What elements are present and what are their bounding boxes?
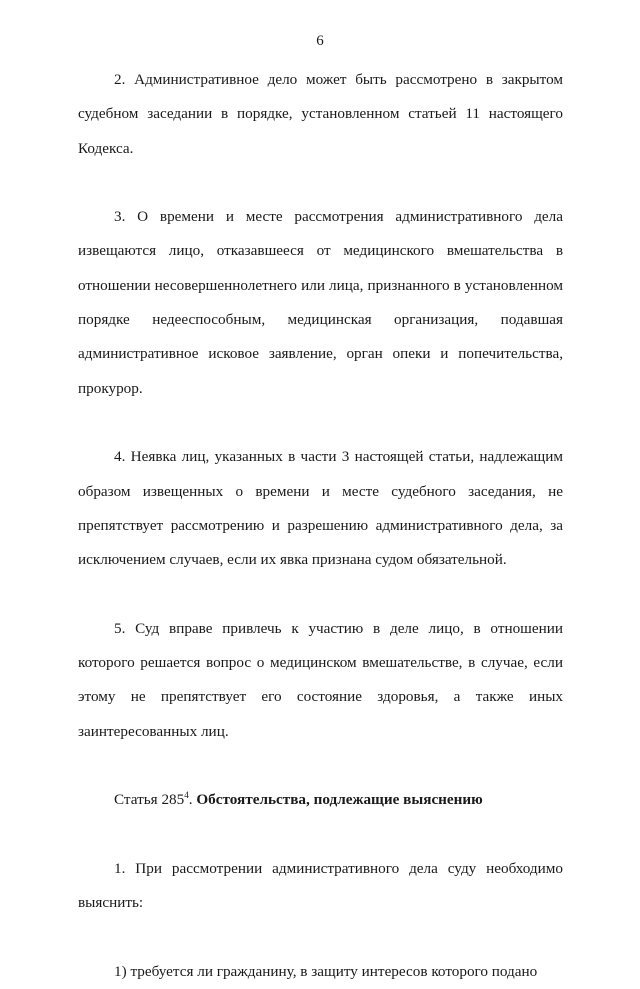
paragraph-part-5: 5. Суд вправе привлечь к участию в деле лицо, в отношении которого решается вопрос о медицинском вмешательстве, в случае, если этому не препятствует его состояние здоровья, а также иных заинтересованных лиц. [78,619,563,740]
document-body [78,63,563,989]
article-superscript: 4 [184,790,189,801]
paragraph-item-1: 1) требуется ли гражданину, в защиту интересов которого подано [114,962,538,980]
article-title: Обстоятельства, подлежащие выяснению [196,791,483,809]
article-heading [78,783,563,817]
paragraph-part-4: 4. Неявка лиц, указанных в части 3 настоящей статьи, надлежащим образом извещенных о времени и месте судебного заседания, не препятствует рассмотрению и разрешению административного дела, за исключением случаев, если их явка признана судом обязательной. [78,448,563,569]
page-number: 6 [316,33,324,49]
paragraph-part-2: 2. Административное дело может быть рассмотрено в закрытом судебном заседании в порядке, установленном статьей 11 настоящего Кодекса. [78,71,563,157]
article-dot: . [188,791,193,809]
article-prefix: Статья 285 [114,791,185,809]
paragraph-article-part-1: 1. При рассмотрении административного дела суду необходимо выяснить: [78,859,563,912]
paragraph-part-3: 3. О времени и месте рассмотрения административного дела извещаются лицо, отказавшееся от медицинского вмешательства в отношении несовершеннолетнего или лица, признанного в установленном порядке недееспособным, медицинская организация, подавшая административное исковое заявление, орган опеки и попечительства, прокурор. [78,208,563,397]
article-number [114,791,193,808]
